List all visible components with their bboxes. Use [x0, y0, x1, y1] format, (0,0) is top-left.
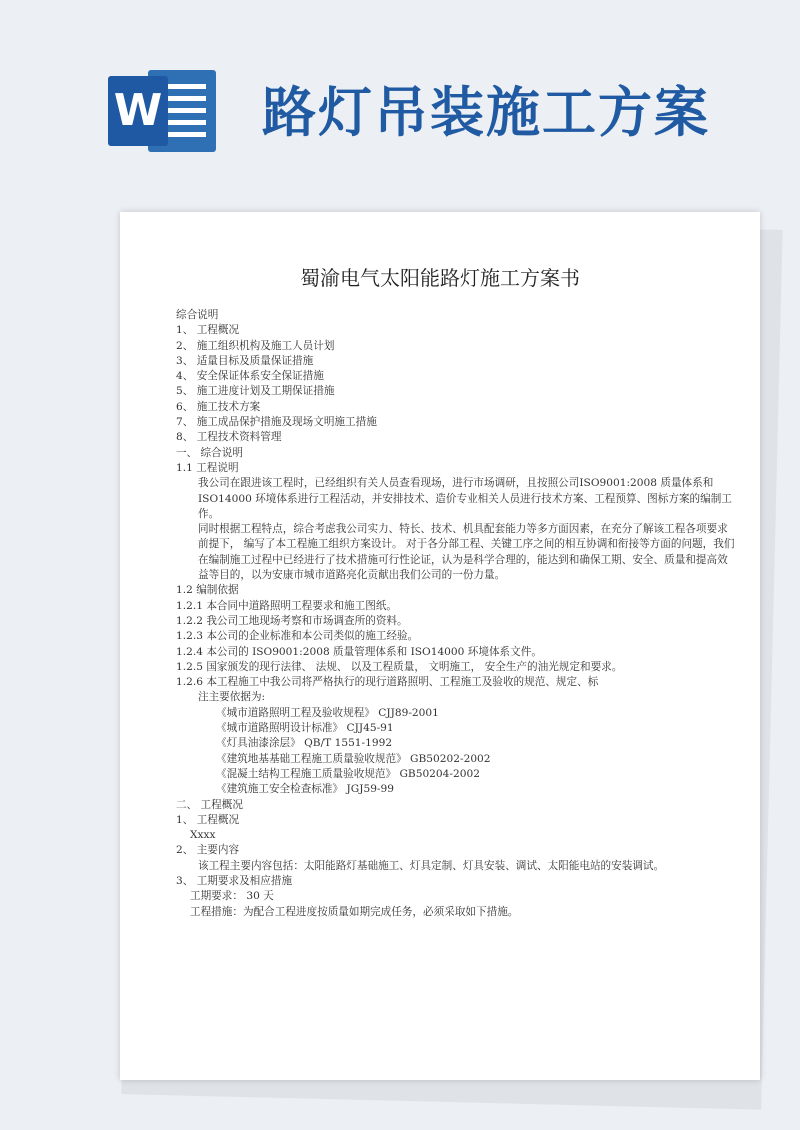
toc-heading: 综合说明 [176, 309, 219, 321]
schedule-requirement: 工期要求： 30 天 [190, 890, 274, 903]
paragraph-project-description: 我公司在跟进该工程时，已经组织有关人员查看现场，进行市场调研，且按照公司ISO9001:2008 质量体系和 ISO14000 环境体系进行工程活动，并安排技术、造价专业相关人员进行技术方案、工程预算、图标方案的编制工作。 [198, 477, 732, 520]
overview-item-2-heading: 2、 主要内容 [176, 844, 240, 857]
basis-item: 1.2.2 我公司工地现场考察和市场调查所的资料。 [176, 614, 408, 627]
document-title: 蜀渝电气太阳能路灯施工方案书 [300, 266, 580, 290]
toc-item: 2、 施工组织机构及施工人员计划 [176, 339, 335, 352]
basis-item-6: 1.2.6 本工程施工中我公司将严格执行的现行道路照明、工程施工及验收的规范、规定、标 [176, 676, 599, 689]
basis-item: 1.2.5 国家颁发的现行法律、 法规、 以及工程质量， 文明施工， 安全生产的油光规定和要求。 [176, 660, 623, 673]
standard-item: 《混凝土结构工程施工质量验收规范》 GB50204-2002 [216, 767, 480, 780]
schedule-measures: 工程措施：为配合工程进度按质量如期完成任务，必须采取如下措施。 [190, 905, 519, 918]
main-content-paragraph: 该工程主要内容包括：太阳能路灯基础施工、灯具定制、灯具安装、调试、太阳能电站的安装调试。 [198, 859, 665, 872]
section-1-heading: 一、 综合说明 [176, 446, 243, 459]
basis-item: 1.2.1 本合同中道路照明工程要求和施工图纸。 [176, 599, 398, 612]
basis-item: 1.2.3 本公司的企业标准和本公司类似的施工经验。 [176, 630, 419, 643]
word-document-icon [108, 70, 216, 152]
subsection-1-1-heading: 1.1 工程说明 [176, 461, 239, 474]
toc-item: 1、 工程概况 [176, 324, 240, 337]
document-page [120, 212, 760, 1080]
section-2-heading: 二、 工程概况 [176, 798, 243, 811]
toc-item: 4、 安全保证体系安全保证措施 [176, 370, 324, 383]
standard-item: 《城市道路照明工程及验收规程》 CJJ89-2001 [216, 706, 439, 719]
standards-list [176, 706, 736, 798]
banner [0, 0, 800, 200]
paragraph-project-approach: 同时根据工程特点，综合考虑我公司实力、特长、技术、机具配套能力等多方面因素，在充分了解该工程各项要求前提下， 编写了本工程施工组织方案设计。 对于各分部工程、关键工序之间的相互协调和衔接等方面的问题，我们在编制施工过程中已经进行了技术措施可行性论证，认为是科学合理的，能达到和确保工期、安全、质量和提高效益等目的，以为安康市城市道路亮化贡献出我们公司的一份力量。 [198, 523, 735, 582]
overview-item-1-heading: 1、 工程概况 [176, 813, 240, 826]
basis-item-6-continuation: 注主要依据为: [198, 691, 266, 704]
banner-title: 路灯吊装施工方案 [262, 81, 710, 144]
subsection-1-2-heading: 1.2 编制依据 [176, 584, 239, 597]
standard-item: 《城市道路照明设计标准》 CJJ45-91 [216, 722, 394, 735]
compilation-basis-list [176, 599, 736, 675]
toc-item: 7、 施工成品保护措施及现场文明施工措施 [176, 416, 377, 429]
basis-item: 1.2.4 本公司的 ISO9001:2008 质量管理体系和 ISO14000 环境体系文件。 [176, 645, 542, 658]
toc-item: 8、 工程技术资料管理 [176, 431, 282, 444]
standard-item: 《建筑施工安全检查标准》 JGJ59-99 [216, 783, 394, 796]
toc-item: 3、 适量目标及质量保证措施 [176, 354, 314, 367]
toc-item: 6、 施工技术方案 [176, 400, 261, 413]
standard-item: 《建筑地基基础工程施工质量验收规范》 GB50202-2002 [216, 752, 491, 765]
overview-item-1-value: Xxxx [190, 829, 216, 842]
document-body [176, 308, 736, 920]
word-logo-letter: W [108, 76, 168, 146]
table-of-contents [176, 323, 736, 445]
standard-item: 《灯具油漆涂层》 QB/T 1551-1992 [216, 737, 393, 750]
toc-item: 5、 施工进度计划及工期保证措施 [176, 385, 335, 398]
overview-item-3-heading: 3、 工期要求及相应措施 [176, 874, 293, 887]
